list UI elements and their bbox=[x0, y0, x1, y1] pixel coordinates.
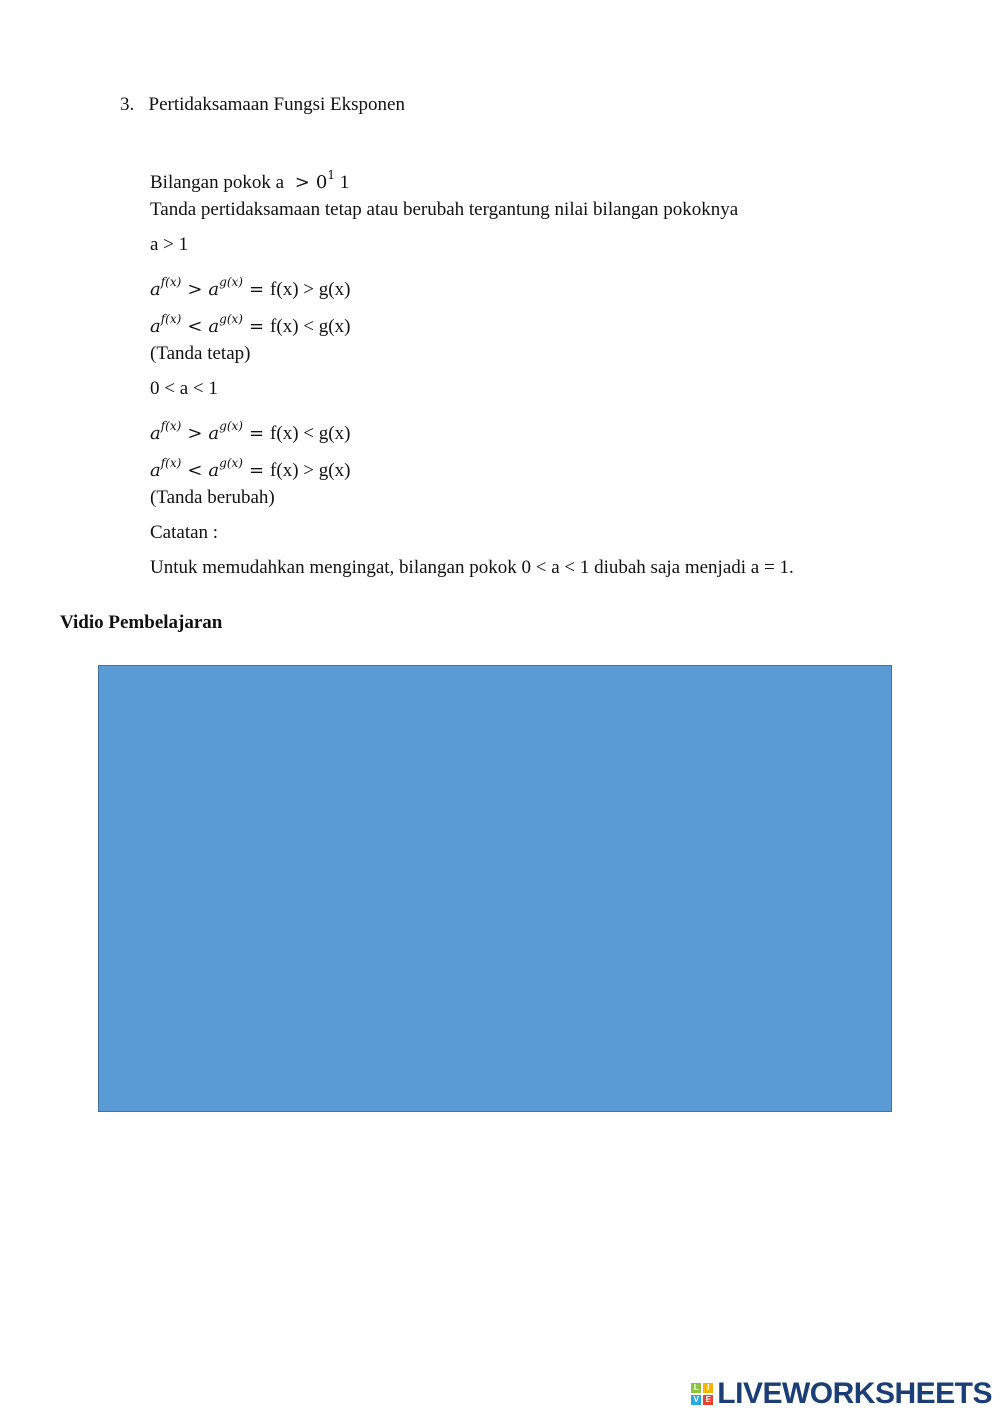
math-line: $a^{f(x)} > a^{g(x)} = f(x) < g(x)$ bbox=[150, 419, 351, 444]
rule-text: Tanda pertidaksamaan tetap atau berubah tergantung nilai bilangan pokoknya bbox=[150, 199, 739, 220]
math-line: $a^{f(x)} < a^{g(x)} = f(x) < g(x)$ bbox=[150, 312, 351, 337]
case1-note: (Tanda tetap) bbox=[150, 343, 251, 364]
logo-tile: I bbox=[703, 1383, 713, 1393]
logo-tile: E bbox=[703, 1395, 713, 1405]
case2-label: 0 < a < 1 bbox=[150, 378, 218, 399]
logo-tiles-icon bbox=[691, 1383, 713, 1405]
case2-note: (Tanda berubah) bbox=[150, 487, 275, 508]
catatan-label: Catatan : bbox=[150, 522, 219, 543]
video-embed[interactable] bbox=[98, 665, 892, 1112]
logo-text: LIVEWORKSHEETS bbox=[717, 1377, 992, 1410]
math-line: $a^{f(x)} < a^{g(x)} = f(x) > g(x)$ bbox=[150, 456, 351, 481]
catatan-text: Untuk memudahkan mengingat, bilangan pokok 0 < a < 1 diubah saja menjadi a = 1. bbox=[150, 557, 794, 578]
case1-label: a > 1 bbox=[150, 234, 189, 255]
logo-tile: V bbox=[691, 1395, 701, 1405]
basis-line: Bilangan pokok $a > 0^1$ 1 bbox=[150, 168, 350, 193]
logo-tile: L bbox=[691, 1383, 701, 1393]
liveworksheets-logo bbox=[691, 1377, 992, 1411]
section-heading: 3. Pertidaksamaan Fungsi Eksponen bbox=[120, 94, 405, 115]
video-heading: Vidio Pembelajaran bbox=[60, 612, 223, 633]
math-line: $a^{f(x)} > a^{g(x)} = f(x) > g(x)$ bbox=[150, 275, 351, 300]
